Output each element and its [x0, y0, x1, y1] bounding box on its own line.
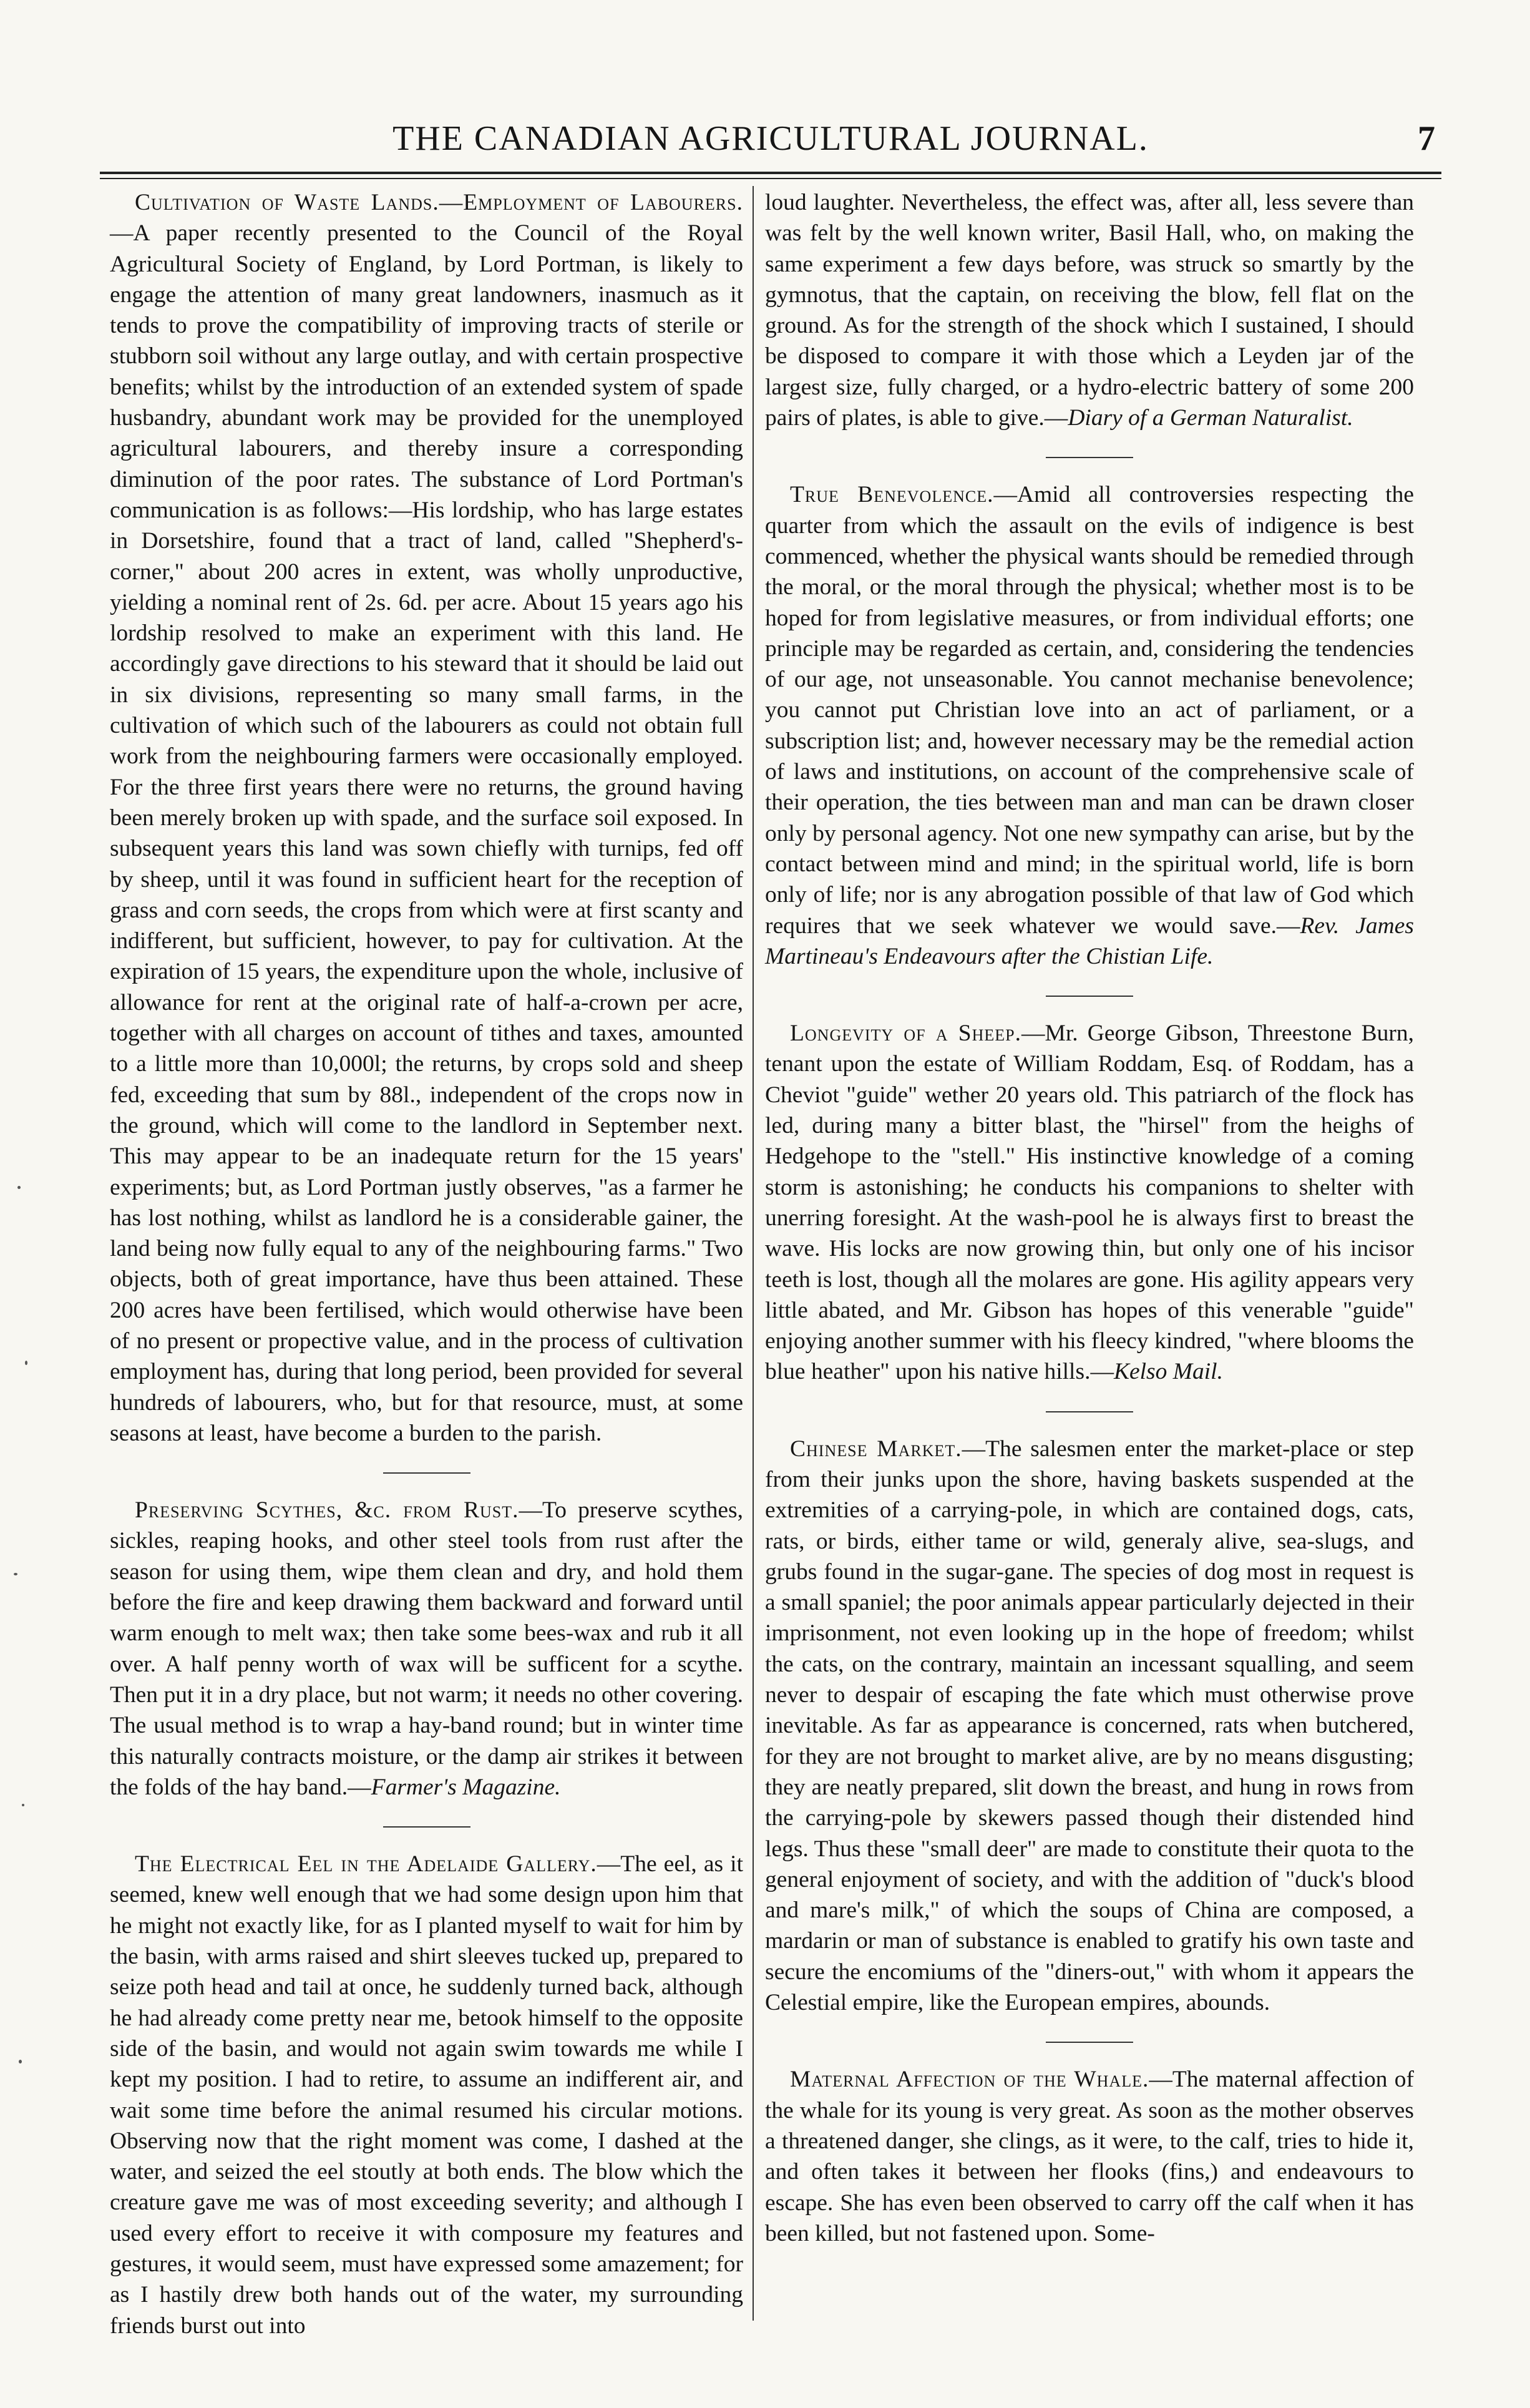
right-column — [765, 187, 1414, 2249]
article-waste-lands — [110, 187, 743, 1449]
print-speck — [25, 1361, 27, 1365]
article-heading: Preserving Scythes, &c. from Rust. — [135, 1497, 519, 1524]
article-body: —A paper recently presented to the Council of the Royal Agricultural Society of England, by Lord Portman, is likely to engage the attention of many great landowners, inasmuch as it tends to prove the compatibility of improving tracts of sterile or stubborn soil without any large outlay, and with certain prospective benefits; whilst by the introduction of an extended system of spade husbandry, abundant work may be provided for the unemployed agricultural labourers, and thereby insure a corresponding diminution of the poor rates. The substance of Lord Portman's communication is as follows:—His lordship, who has large estates in Dorsetshire, found that a tract of land, called "Shepherd's-corner," about 200 acres in extent, was wholly unproductive, yielding a nominal rent of 2s. 6d. per acre. About 15 years ago his lordship resolved to make an experiment with this land. He accordingly gave directions to his steward that it should be laid out in six divisions, representing so many small farms, in the cultivation of which such of the labourers as could not obtain full work from the neighbouring farmers were occasionally employed. For the three first years there were no returns, the ground having been merely broken up with spade, and the surface soil exposed. In subsequent years this land was sown chiefly with turnips, fed off by sheep, until it was found in sufficient heart for the reception of grass and corn seeds, the crops from which were at first scanty and indifferent, but sufficient, however, to pay for cultivation. At the expiration of 15 years, the expenditure upon the whole, inclusive of allowance for rent at the original rate of half-a-crown per acre, together with all charges on account of tithes and taxes, amounted to a little more than 10,000l; the returns, by crops sold and sheep fed, exceeding that sum by 88l., independent of the crops now in the ground, which will come to the landlord in September next. This may appear to be an inadequate return for the 15 years' experiments; but, as Lord Portman justly observes, "as a farmer he has lost nothing, whilst as landlord he is a considerable gainer, the land being now fully equal to any of the neighbouring farms." Two objects, both of great importance, have thus been attained. These 200 acres have been fertilised, which would otherwise have been of no present or propective value, and in the process of cultivation employment has, during that long period, been provided for several hundreds of labourers, who, but for that resource, must, at some seasons at least, have become a burden to the parish. — [110, 220, 743, 1446]
article-source: Kelso Mail. — [1113, 1359, 1223, 1385]
article-source: Farmer's Magazine. — [371, 1774, 561, 1800]
print-speck — [14, 1573, 17, 1575]
header-rule — [100, 172, 1441, 179]
article-body: —Amid all controversies respecting the quarter from which the assault on the evils of indigence is best commenced, whether the physical wants should be remedied through the moral, or the moral through the physical; whether most is to be hoped for from legislative measures, or from individual efforts; one principle may be regarded as certain, and, considering the tendencies of our age, not unseasonable. You cannot mechanise benevolence; you cannot put Christian love into an act of parliament, or a subscription list; and, however necessary may be the remedial action of laws and institutions, on account of the comprehensive scale of their operation, the ties between man and man can be drawn closer only by personal agency. Not one new sympathy can arise, but by the contact between mind and mind; in the spiritual world, life is born only of life; nor is any abrogation possible of that law of God which requires that we seek whatever we would save.— — [765, 482, 1415, 939]
article-heading: Maternal Affection of the Whale. — [790, 2067, 1149, 2093]
left-column — [110, 187, 743, 2341]
article-heading: Longevity of a Sheep. — [790, 1020, 1021, 1047]
article-separator — [1046, 996, 1133, 997]
article-body: —To preserve scythes, sickles, reaping hooks, and other steel tools from rust after the season for using them, wipe them clean and dry, and hold them before the fire and keep drawing them backward and forward until warm enough to melt wax; then take some bees-wax and rub it all over. A half penny worth of wax will be sufficent for a scythe. Then put it in a dry place, but not warm; it needs no other covering. The usual method is to wrap a hay-band round; but in winter time this naturally contracts moisture, or the damp air strikes it between the folds of the hay band.— — [110, 1497, 744, 1800]
article-source: Diary of a German Naturalist. — [1068, 405, 1353, 431]
article-true-benevolence — [765, 479, 1414, 972]
article-separator — [1046, 1411, 1133, 1412]
article-separator — [1046, 2042, 1133, 2043]
article-chinese-market — [765, 1434, 1414, 2019]
column-divider — [753, 186, 754, 2321]
article-separator — [1046, 457, 1133, 458]
article-scythes — [110, 1495, 743, 1803]
article-source: Rev. James Martineau's Endeavours after the Chistian Life. — [765, 913, 1414, 969]
article-separator — [383, 1472, 470, 1474]
article-electrical-eel — [110, 1849, 743, 2341]
article-heading: True Benevolence. — [790, 482, 994, 508]
article-body: —Mr. George Gibson, Threestone Burn, tenant upon the estate of William Roddam, Esq. of Roddam, has a Cheviot "guide" wether 20 years old. This patriarch of the flock has led, during many a bitter blast, the "hirsel" from the heighs of Hedgehope to the "stell." His instinctive knowledge of a coming storm is astonishing; he conducts his companions to shelter with unerring foresight. At the wash-pool he is always first to breast the wave. His locks are now growing thin, but only one of his incisor teeth is lost, though all the molares are gone. His agility appears very little abated, and Mr. Gibson has hopes of this venerable "guide" enjoying another summer with his fleecy kindred, "where blooms the blue heather" upon his native hills.— — [765, 1020, 1414, 1385]
print-speck — [19, 2060, 22, 2063]
article-body: —The maternal affection of the whale for its young is very great. As soon as the mother observes a threatened danger, she clings, as it were, to the calf, tries to hide it, and often takes it between her flooks (fins,) and endeavours to escape. She has even been observed to carry off the calf when it has been killed, but not fastened upon. Some- — [765, 2067, 1414, 2246]
article-body: —The eel, as it seemed, knew well enough that we had some design upon him that he might not exactly like, for as I planted myself to wait for him by the basin, with arms raised and shirt sleeves tucked up, prepared to seize poth head and tail at once, he suddenly turned back, although he had already come pretty near me, betook himself to the opposite side of the basin, and would not again swim towards me while I kept my position. I had to retire, to assume an indifferent air, and wait some time before the animal resumed his circular motions. Observing now that the right moment was come, I dashed at the water, and seized the eel stoutly at both ends. The blow which the creature gave me was of most exceeding severity; and although I used every effort to receive it with composure my features and gestures, it would seem, must have expressed some amazement; for as I hastily drew both hands out of the water, my surrounding friends burst out into — [110, 1851, 743, 2339]
article-body: —The salesmen enter the market-place or step from their junks upon the shore, having baskets suspended at the extremities of a carrying-pole, in which are contained dogs, cats, rats, or birds, either tame or wild, generaly alive, sea-slugs, and grubs found in the sugar-gane. The species of dog most in request is a small spaniel; the poor animals appear particularly dejected in their imprisonment, not even looking up in the hope of freedom; whilst the cats, on the contrary, maintain an incessant squalling, and seem never to despair of escaping the fate which must otherwise prove inevitable. As far as appearance is concerned, rats when butchered, for they are not brought to market alive, are by no means disgusting; they are neatly prepared, slit down the breast, and hung in rows from the carrying-pole by skewers passed though their distended hind legs. Thus these "small deer" are made to constitute their quota to the general enjoyment of society, and with the addition of "duck's blood and mare's milk," of which the soups of China are composed, a mardarin or man of substance is enabled to gratify his own taste and secure the encomiums of the "diners-out," with whom it appears the Celestial empire, like the European empires, abounds. — [765, 1436, 1414, 2016]
page-header — [106, 119, 1435, 175]
print-speck — [22, 1804, 24, 1806]
print-speck — [17, 1186, 21, 1189]
article-longevity-sheep — [765, 1018, 1414, 1388]
journal-title: THE CANADIAN AGRICULTURAL JOURNAL. — [392, 119, 1149, 158]
article-maternal-whale — [765, 2064, 1414, 2249]
article-eel-continued — [765, 187, 1414, 433]
article-body: loud laughter. Nevertheless, the effect was, after all, less severe than was felt by the well known writer, Basil Hall, who, on making the same experiment a few days before, was struck so smartly by the gymnotus, that the captain, on receiving the blow, fell flat on the ground. As for the strength of the shock which I sustained, I should be disposed to compare it with those which a Leyden jar of the largest size, fully charged, or a hydro-electric battery of some 200 pairs of plates, is able to give.— — [765, 190, 1414, 431]
article-heading: Chinese Market. — [790, 1436, 962, 1462]
article-heading: Cultivation of Waste Lands.—Employment of Labourers. — [135, 190, 743, 215]
article-heading: The Electrical Eel in the Adelaide Gallery. — [135, 1851, 597, 1877]
page-number: 7 — [1418, 119, 1435, 158]
article-separator — [383, 1826, 470, 1828]
